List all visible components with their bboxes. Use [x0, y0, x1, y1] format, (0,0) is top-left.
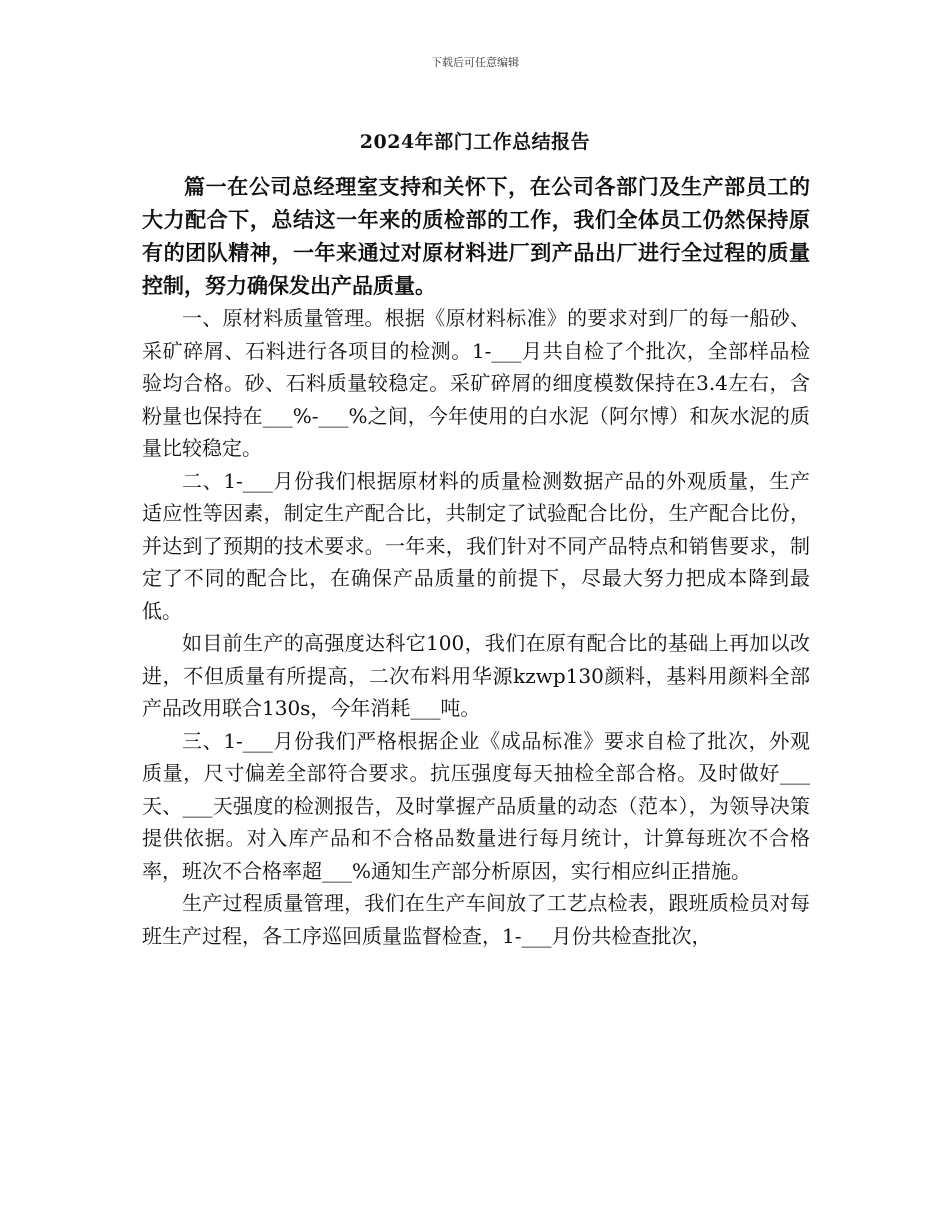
- body-paragraph: 三、1-___月份我们严格根据企业《成品标准》要求自检了批次，外观质量，尺寸偏差全部符合要求。抗压强度每天抽检全部合格。及时做好___天、___天强度的检测报告，及时掌握产品质量的动态（范本），为领导决策提供依据。对入库产品和不合格品数量进行每月统计，计算每班次不合格率，班次不合格率超___%通知生产部分析原因，实行相应纠正措施。: [142, 728, 810, 883]
- header-note: 下载后可任意编辑: [431, 56, 519, 69]
- intro-paragraph: 篇一在公司总经理室支持和关怀下，在公司各部门及生产部员工的大力配合下，总结这一年来的质检部的工作，我们全体员工仍然保持原有的团队精神，一年来通过对原材料进厂到产品出厂进行全过程的质量控制，努力确保发出产品质量。: [142, 174, 810, 298]
- document-body: [142, 170, 810, 952]
- body-paragraph: 一、原材料质量管理。根据《原材料标准》的要求对到厂的每一船砂、采矿碎屑、石料进行各项目的检测。1-___月共自检了个批次，全部样品检验均合格。砂、石料质量较稳定。采矿碎屑的细度模数保持在3.4左右，含粉量也保持在___%-___%之间，今年使用的白水泥（阿尔博）和灰水泥的质量比较稳定。: [142, 306, 810, 460]
- body-paragraph: 如目前生产的高强度达科它100，我们在原有配合比的基础上再加以改进，不但质量有所提高，二次布料用华源kzwp130颜料，基料用颜料全部产品改用联合130s，今年消耗___吨。: [142, 631, 810, 720]
- body-paragraph: 生产过程质量管理，我们在生产车间放了工艺点检表，跟班质检员对每班生产过程，各工序巡回质量监督检查，1-___月份共检查批次，: [142, 891, 810, 948]
- body-paragraph: 二、1-___月份我们根据原材料的质量检测数据产品的外观质量，生产适应性等因素，制定生产配合比，共制定了试验配合比份，生产配合比份，并达到了预期的技术要求。一年来，我们针对不同产品特点和销售要求，制定了不同的配合比，在确保产品质量的前提下，尽最大努力把成本降到最低。: [142, 468, 810, 623]
- document-title: 2024年部门工作总结报告: [359, 131, 591, 153]
